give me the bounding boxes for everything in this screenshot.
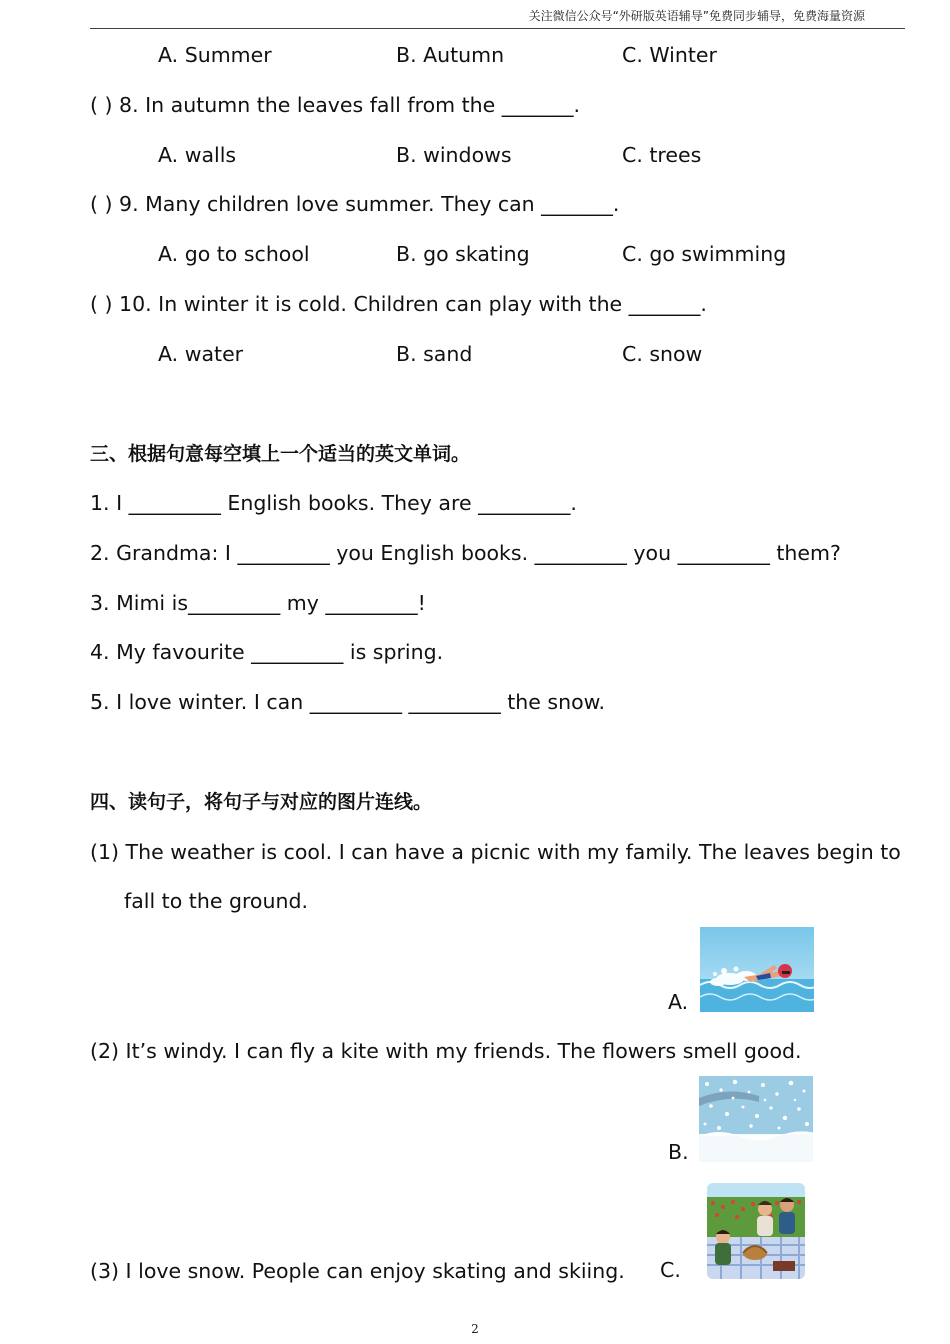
- question-10: ( ) 10. In winter it is cold. Children can play with the _______.: [90, 292, 707, 316]
- section-3-title: 三、根据句意每空填上一个适当的英文单词。: [90, 443, 471, 465]
- section-3-item-4: 4. My favourite _________ is spring.: [90, 640, 444, 664]
- q10-option-a: A. water: [158, 342, 244, 366]
- section-3-item-5: 5. I love winter. I can _________ _________ the snow.: [90, 690, 606, 714]
- swimming-picture[interactable]: [700, 927, 814, 1012]
- q9-option-a: A. go to school: [158, 242, 310, 266]
- sentence-2: (2) It’s windy. I can fly a kite with my friends. The flowers smell good.: [90, 1039, 802, 1063]
- section-3-item-3: 3. Mimi is_________ my _________!: [90, 591, 426, 615]
- sentence-3: (3) I love snow. People can enjoy skating and skiing.: [90, 1259, 625, 1283]
- section-4-title: 四、读句子，将句子与对应的图片连线。: [90, 791, 433, 813]
- q10-option-b: B. sand: [396, 342, 473, 366]
- q7-option-a: A. Summer: [158, 43, 272, 67]
- section-3-item-1: 1. I _________ English books. They are _________.: [90, 491, 577, 515]
- q10-option-c: C. snow: [622, 342, 703, 366]
- picture-label-c: C.: [660, 1258, 681, 1282]
- sentence-1-line-1: (1) The weather is cool. I can have a picnic with my family. The leaves begin to: [90, 840, 901, 864]
- q9-option-c: C. go swimming: [622, 242, 787, 266]
- section-3-item-2: 2. Grandma: I _________ you English books. _________ you _________ them?: [90, 541, 841, 565]
- picnic-picture[interactable]: [707, 1183, 805, 1279]
- snow-picture[interactable]: [699, 1076, 813, 1162]
- header-divider: [90, 28, 905, 29]
- q9-option-b: B. go skating: [396, 242, 530, 266]
- q8-option-a: A. walls: [158, 143, 237, 167]
- q8-option-c: C. trees: [622, 143, 702, 167]
- sentence-1-line-2: fall to the ground.: [124, 889, 308, 913]
- question-8: ( ) 8. In autumn the leaves fall from the _______.: [90, 93, 581, 117]
- q7-option-b: B. Autumn: [396, 43, 505, 67]
- picture-label-a: A.: [668, 990, 689, 1014]
- question-9: ( ) 9. Many children love summer. They can _______.: [90, 192, 620, 216]
- header-note: 关注微信公众号“外研版英语辅导”免费同步辅导，免费海量资源: [528, 9, 865, 23]
- q8-option-b: B. windows: [396, 143, 512, 167]
- q7-option-c: C. Winter: [622, 43, 717, 67]
- picture-label-b: B.: [668, 1140, 689, 1164]
- page-number: 2: [471, 1322, 479, 1336]
